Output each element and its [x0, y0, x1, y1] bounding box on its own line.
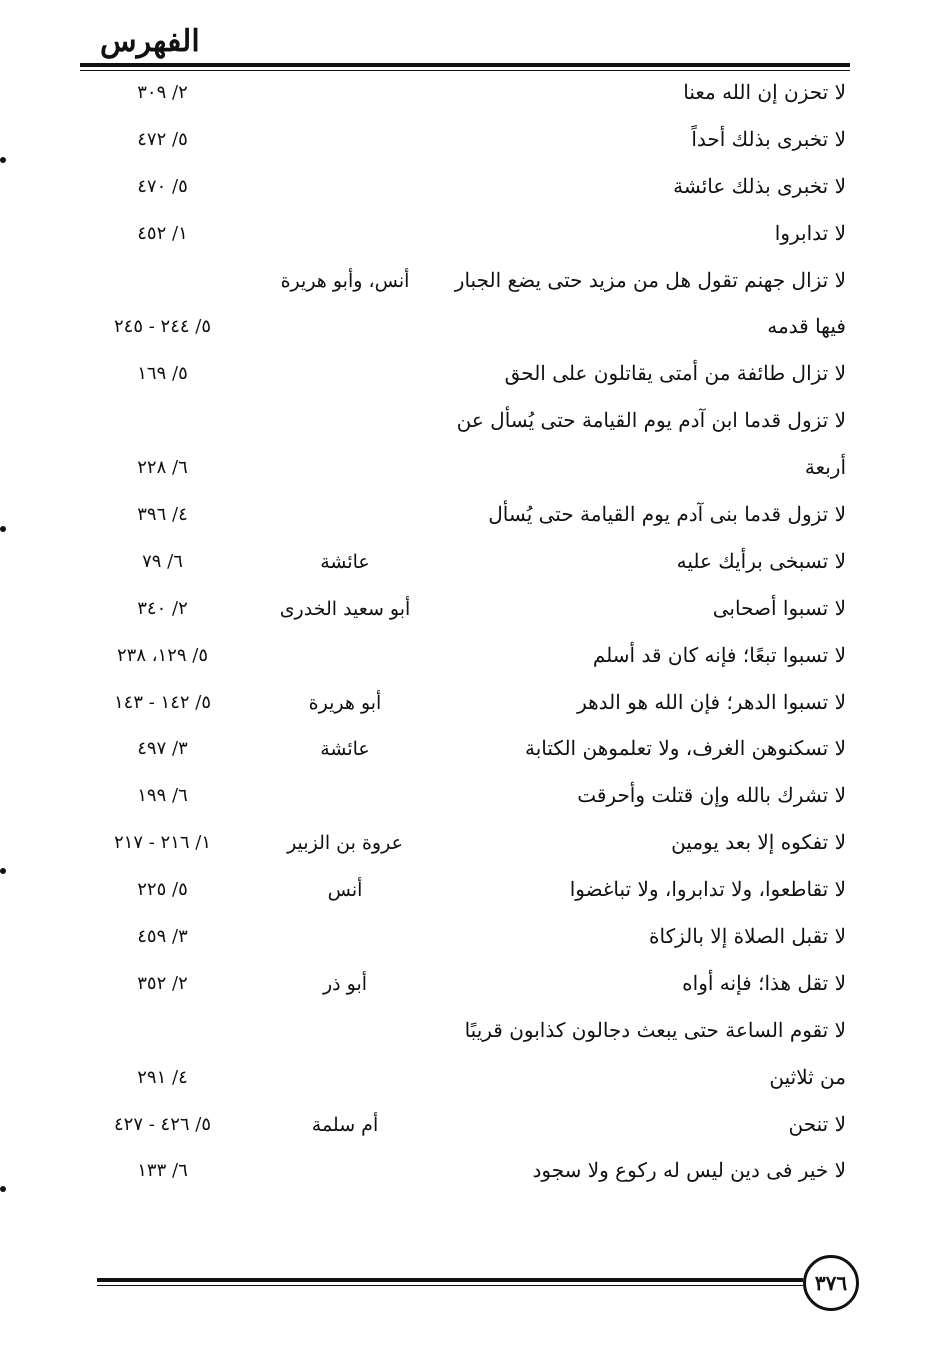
volume-page-reference: ٥/ ٤٧٢	[137, 128, 188, 150]
index-row	[80, 1106, 850, 1153]
hadith-text: لا تقاطعوا، ولا تدابروا، ولا تباغضوا	[569, 877, 846, 902]
index-row	[80, 777, 850, 824]
page-number-badge	[803, 1255, 859, 1311]
narrator: أنس، وأبو هريرة	[280, 269, 410, 292]
hadith-text: لا تقبل الصلاة إلا بالزكاة	[649, 924, 846, 949]
footer-divider	[97, 1278, 803, 1282]
index-list	[80, 74, 850, 1199]
volume-page-reference: ٥/ ١٦٩	[137, 363, 188, 385]
hadith-text: لا تحزن إن الله معنا	[683, 80, 846, 104]
hadith-text: لا تقوم الساعة حتى يبعث دجالون كذابون قريبًا	[464, 1017, 846, 1042]
header-divider-thin	[80, 70, 850, 71]
hadith-text: لا تسبوا تبعًا؛ فإنه كان قد أسلم	[592, 642, 846, 667]
volume-page-reference: ٢/ ٣٠٩	[137, 82, 188, 103]
volume-page-reference: ٢/ ٣٥٢	[137, 972, 188, 994]
hadith-text: من ثلاثين	[769, 1064, 846, 1089]
hadith-text: لا تفكوه إلا بعد يومين	[671, 830, 846, 855]
index-row	[80, 824, 850, 871]
margin-dot	[0, 157, 6, 163]
index-row	[80, 1152, 850, 1199]
hadith-text: لا تسبخى برأيك عليه	[676, 548, 846, 573]
index-row	[80, 74, 850, 121]
volume-page-reference: ٥/ ٤٧٠	[137, 175, 188, 197]
hadith-text: لا تخبرى بذلك عائشة	[673, 173, 846, 198]
volume-page-reference: ٥/ ١٤٢ - ١٤٣	[113, 691, 212, 713]
volume-page-reference: ٥/ ٢٢٥	[137, 879, 188, 901]
narrator: أم سلمة	[311, 1113, 379, 1136]
index-row	[80, 871, 850, 918]
index-row	[80, 308, 850, 355]
hadith-text: لا تزال طائفة من أمتى يقاتلون على الحق	[504, 361, 846, 386]
index-row	[80, 730, 850, 777]
index-row	[80, 543, 850, 590]
index-row	[80, 1059, 850, 1106]
footer-divider-thin	[97, 1285, 803, 1286]
index-row	[80, 684, 850, 731]
index-row	[80, 121, 850, 168]
index-row	[80, 590, 850, 637]
index-row	[80, 496, 850, 543]
index-row	[80, 168, 850, 215]
hadith-text: لا تنحن	[788, 1111, 846, 1136]
page-title: الفهرس	[100, 24, 200, 59]
index-row	[80, 215, 850, 262]
hadith-text: فيها قدمه	[767, 314, 846, 339]
index-row	[80, 1012, 850, 1059]
volume-page-reference: ٤/ ٣٩٦	[137, 504, 188, 526]
volume-page-reference: ٥/ ٢٤٤ - ٢٤٥	[113, 316, 212, 338]
volume-page-reference: ٦/ ٧٩	[142, 550, 183, 572]
narrator: أبو هريرة	[308, 691, 382, 714]
index-row	[80, 637, 850, 684]
narrator: عائشة	[320, 550, 370, 573]
hadith-text: لا تدابروا	[774, 220, 846, 245]
volume-page-reference: ٣/ ٤٩٧	[137, 738, 188, 760]
index-row	[80, 355, 850, 402]
volume-page-reference: ٦/ ١٩٩	[137, 785, 188, 807]
hadith-text: أربعة	[804, 455, 846, 480]
volume-page-reference: ٤/ ٢٩١	[137, 1066, 188, 1088]
hadith-text: لا تسكنوهن الغرف، ولا تعلموهن الكتابة	[525, 736, 846, 761]
narrator: أنس	[327, 879, 363, 902]
hadith-text: لا تزول قدما ابن آدم يوم القيامة حتى يُسأل عن	[456, 408, 846, 433]
volume-page-reference: ١/ ٤٥٢	[137, 222, 188, 244]
hadith-text: لا تخبرى بذلك أحداً	[691, 126, 846, 151]
narrator: عائشة	[320, 738, 370, 761]
narrator: أبو ذر	[322, 972, 368, 995]
hadith-text: لا تسبوا الدهر؛ فإن الله هو الدهر	[577, 689, 846, 714]
volume-page-reference: ٥/ ٤٢٦ - ٤٢٧	[113, 1113, 212, 1135]
volume-page-reference: ٣/ ٤٥٩	[137, 926, 188, 948]
page-number: ٣٧٦	[814, 1271, 848, 1295]
index-row	[80, 449, 850, 496]
volume-page-reference: ٦/ ٢٢٨	[137, 457, 188, 479]
volume-page-reference: ٢/ ٣٤٠	[137, 597, 188, 619]
index-row	[80, 965, 850, 1012]
volume-page-reference: ٥/ ١٢٩، ٢٣٨	[116, 644, 209, 666]
hadith-text: لا خير فى دين ليس له ركوع ولا سجود	[532, 1158, 846, 1183]
hadith-text: لا تقل هذا؛ فإنه أواه	[682, 970, 846, 995]
hadith-text: لا تزال جهنم تقول هل من مزيد حتى يضع الجبار	[454, 267, 846, 292]
margin-dot	[0, 868, 6, 874]
narrator: أبو سعيد الخدرى	[279, 597, 411, 620]
narrator: عروة بن الزبير	[287, 832, 403, 855]
header-divider	[80, 63, 850, 67]
index-row	[80, 262, 850, 309]
index-row	[80, 402, 850, 449]
index-row	[80, 918, 850, 965]
volume-page-reference: ٦/ ١٣٣	[137, 1160, 188, 1182]
hadith-text: لا تسبوا أصحابى	[712, 595, 846, 620]
margin-dot	[0, 526, 6, 532]
hadith-text: لا تزول قدما بنى آدم يوم القيامة حتى يُسأل	[488, 502, 846, 527]
hadith-text: لا تشرك بالله وإن قتلت وأحرقت	[577, 783, 846, 808]
volume-page-reference: ١/ ٢١٦ - ٢١٧	[113, 832, 212, 854]
margin-dot	[0, 1186, 6, 1192]
